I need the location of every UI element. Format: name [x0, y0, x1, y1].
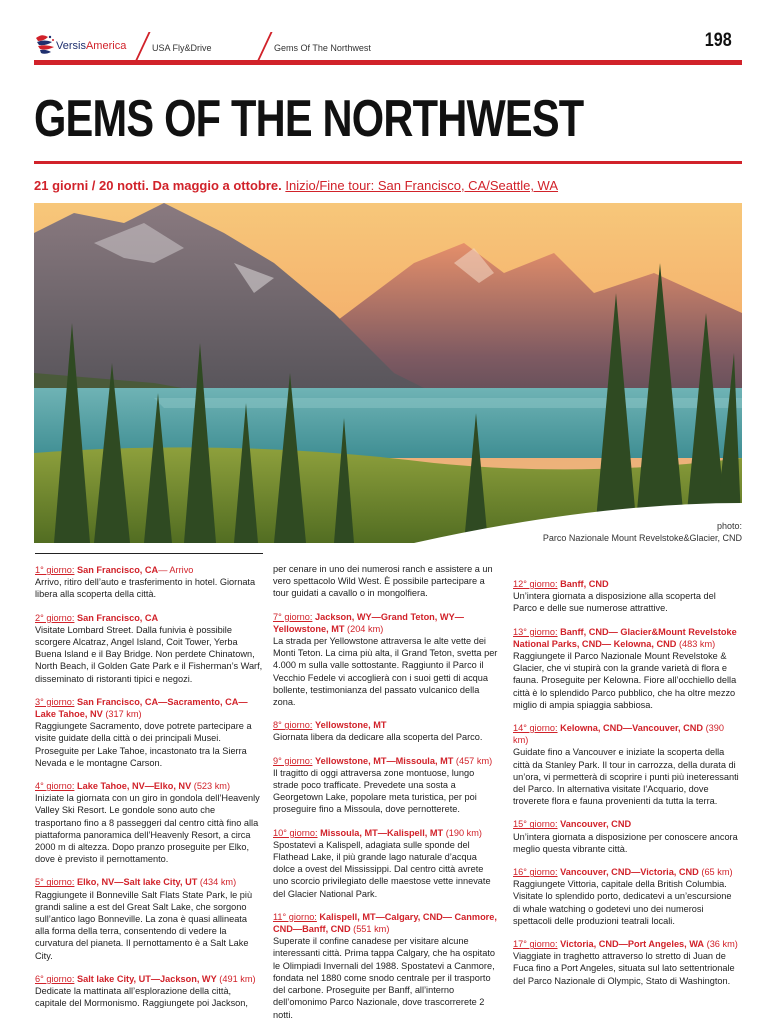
day-label[interactable]: 17° giorno:	[513, 939, 558, 950]
day-route: Kalispell, MT—Calgary, CND— Canmore, CND—Banff, CND	[273, 911, 497, 935]
day-distance: (523 km)	[193, 781, 231, 792]
itinerary-day	[35, 564, 263, 601]
day-description: Giornata libera da dedicare alla scoperta del Parco.	[273, 732, 483, 743]
day-route: Elko, NV—Salt lake City, UT	[77, 877, 198, 888]
day-description: Un’intera giornata a disposizione per conoscere ancora meglio questa vibrante città.	[513, 831, 738, 854]
day-description: Dedicate la mattinata all’esplorazione della città, capitale del Mormonismo. Raggiungete poi Jackson,	[35, 986, 248, 1009]
itinerary-day	[273, 911, 501, 1021]
day-distance: (551 km)	[353, 924, 390, 935]
day-description: Raggiungete il Bonneville Salt Flats State Park, le più grandi saline a est del Great Salt Lake, che sorgono sull’antico lago Bonneville. La zona è quasi allineata alla forma della terra, consentendo di vedere la curvatura del pianeta. Il pernottamento è a Salt Lake City.	[35, 889, 253, 961]
day-description: Un’intera giornata a disposizione alla scoperta del Parco e delle sue numerose attrattive.	[513, 591, 716, 614]
photo-credit	[543, 520, 742, 544]
day-label[interactable]: 4° giorno:	[35, 781, 75, 792]
day-label[interactable]: 13° giorno:	[513, 626, 558, 637]
day-description: Guidate fino a Vancouver e iniziate la scoperta della città da Stanley Park. Il tour in carrozza, della durata di un’ora, vi permetterà di scoprire i punti più ineteressanti del Parco. In alternativa visitate l’Acquario, dove troverete flora e fauna provenienti da tutta la terra.	[513, 747, 739, 807]
itinerary-day	[513, 626, 741, 711]
day-description: Il tragitto di oggi attraversa zone montuose, lungo strade poco trafficate. Prevedete una sosta a Georgetown Lake, popolare meta turistica, per poi proseguire fino a Missoula, dove pernotterete.	[273, 767, 477, 815]
day-distance: (390 km)	[513, 723, 725, 746]
hero-landscape-photo	[34, 203, 742, 543]
day-route: Missoula, MT—Kalispell, MT	[320, 827, 444, 838]
day-route: Yellowstone, MT—Missoula, MT	[315, 755, 454, 766]
breadcrumb-category[interactable]: USA Fly&Drive	[152, 43, 212, 53]
itinerary-day	[35, 780, 263, 865]
day-route: San Francisco, CA	[77, 565, 159, 575]
day-distance: (457 km)	[455, 755, 493, 766]
itinerary-day	[273, 611, 501, 709]
itinerary-day	[513, 722, 741, 807]
day-distance: (491 km)	[219, 973, 256, 984]
day-description: Raggiungete il Parco Nazionale Mount Revelstoke & Glacier, che vi stupirà con la grande varietà di flora e fauna. Proseguite per Kelowna. Fiore all’occhiello della città è lo splendido Parco pubblico, che ha oltre mezzo miglio di ampia spiaggia sabbiosa.	[513, 651, 737, 710]
breadcrumb-page[interactable]: Gems Of The Northwest	[274, 43, 371, 53]
day-route: San Francisco, CA—Sacramento, CA— Lake Tahoe, NV	[35, 696, 248, 720]
day-label[interactable]: 11° giorno:	[273, 911, 317, 922]
itinerary-day	[513, 938, 741, 987]
day-route: Yellowstone, MT	[315, 720, 387, 731]
day-description: Superate il confine canadese per visitare alcune interessanti città. Prima tappa Calgary, che ha ospitato le Olimpiadi Invernali del 1988. Spostatevi a Canmore, fondata nel 1880 come snodo centrale per il trasporto del carbone. Proseguite per Banff, all’interno dell’omonimo Parco Nazionale, dove trascorrerete 2 notti.	[273, 936, 495, 1020]
itinerary-day	[273, 719, 501, 743]
header-rule	[34, 60, 742, 65]
day-label[interactable]: 12° giorno:	[513, 579, 558, 589]
logo-text: VersisAmerica	[56, 40, 127, 52]
day-label[interactable]: 1° giorno:	[35, 565, 75, 575]
day-label[interactable]: 9° giorno:	[273, 755, 313, 766]
tour-summary	[34, 178, 558, 193]
itinerary-day	[35, 696, 263, 769]
itinerary-day	[513, 578, 741, 615]
day-label[interactable]: 16° giorno:	[513, 867, 558, 878]
itinerary-day	[35, 612, 263, 685]
header-divider	[257, 32, 272, 60]
mountain-lake-illustration	[34, 203, 742, 543]
day-label[interactable]: 6° giorno:	[35, 973, 75, 984]
day-distance: (65 km)	[701, 867, 733, 878]
itinerary-column-1	[35, 553, 263, 1021]
title-rule	[34, 161, 742, 164]
photo-credit-caption: Parco Nazionale Mount Revelstoke&Glacier, CND	[542, 533, 742, 543]
day-route: Vancouver, CND—Victoria, CND	[560, 867, 699, 878]
day-description: Visitate Lombard Street. Dalla funivia è possibile scorgere Alcatraz, Angel Island, Coit Tower, Yerba Buena Island e il Bay Bridge. Non perdete Chinatown, North Beach, il Golden Gate Park e il Fisherman’s Warf, disseminato di ristoranti tipici e negozi.	[35, 624, 263, 684]
itinerary-day	[273, 755, 501, 816]
itinerary-day	[35, 876, 263, 961]
day-route: Kelowna, CND—Vancouver, CND	[560, 723, 704, 734]
day-description: Iniziate la giornata con un giro in gondola dell’Heavenly Valley Ski Resort. Le gondole sono auto che trasportano fino a 8 passeggeri dal centro città fino alla piattaforma panoramica dell’Heavenly Resort, a circa 2000 m di altezza. Dopo pranzo proseguite per Elko, dove è previsto il pernottamento.	[35, 793, 260, 865]
day-distance: (434 km)	[199, 877, 237, 888]
itinerary-day	[273, 827, 501, 900]
versis-america-logo[interactable]	[34, 32, 144, 58]
day-label[interactable]: 2° giorno:	[35, 612, 75, 623]
itinerary-column-2	[273, 563, 501, 1032]
day-distance: — Arrivo	[158, 565, 194, 575]
day-route: Victoria, CND—Port Angeles, WA	[560, 939, 705, 950]
page-title: GEMS OF THE NORTHWEST	[34, 90, 584, 148]
day-description: Raggiungete Sacramento, dove potrete partecipare a visite guidate della città o dei principali Musei. Proseguite per Lake Tahoe, incastonato tra la Sierra Nevada e le montagne Carson.	[35, 721, 252, 768]
day-route: Banff, CND	[560, 579, 609, 589]
day-distance: (190 km)	[445, 827, 482, 838]
day-description: La strada per Yellowstone attraversa le alte vette dei Monti Teton. La cima più alta, il Grand Teton, svetta per 4.000 m sulla valle sottostante. Raggiunto il Parco il Vecchio Fedele vi accoglierà con i suoi getti di acqua bollente, testimonianza del passato vulcanico della zona.	[273, 636, 498, 708]
page-header	[34, 30, 742, 64]
photo-credit-label: photo:	[716, 521, 742, 531]
day-label[interactable]: 15° giorno:	[513, 819, 558, 830]
day-label[interactable]: 7° giorno:	[273, 611, 313, 622]
day-route: Jackson, WY—Grand Teton, WY— Yellowstone, MT	[273, 611, 464, 634]
tour-start-end-link[interactable]: Inizio/Fine tour: San Francisco, CA/Seattle, WA	[285, 178, 559, 193]
day-route: Vancouver, CND	[560, 819, 632, 830]
itinerary-day	[513, 866, 741, 927]
day-distance: (36 km)	[706, 939, 738, 950]
day-label[interactable]: 14° giorno:	[513, 723, 558, 734]
day-route: San Francisco, CA	[77, 612, 159, 623]
day-label[interactable]: 5° giorno:	[35, 877, 75, 888]
day-label[interactable]: 8° giorno:	[273, 720, 313, 731]
itinerary-day	[513, 818, 741, 855]
day-route: Salt lake City, UT—Jackson, WY	[77, 973, 217, 984]
day-label[interactable]: 3° giorno:	[35, 696, 75, 707]
day-description: Raggiungete Vittoria, capitale della British Columbia. Visitate lo splendido porto, dedicatevi a un’escursione di whale watching o godetevi uno dei numerosi spettacoli delle produzioni teatrali locali.	[513, 879, 732, 926]
day-distance: (204 km)	[347, 623, 384, 634]
day-description: Spostatevi a Kalispell, adagiata sulle sponde del Flathead Lake, il più grande lago naturale d’acqua dolce a ovest del Mississippi. Dal centro città avrete uno scorcio privilegiato delle maestose vette innevate del Glacier National Park.	[273, 839, 491, 899]
day-distance: (317 km)	[105, 709, 142, 720]
day-route: Lake Tahoe, NV—Elko, NV	[77, 781, 192, 792]
flag-logo-icon	[34, 32, 58, 58]
day-description: Viaggiate in traghetto attraverso lo stretto di Juan de Fuca fino a Port Angeles, situata sul lato settentrionale del Parco Nazionale di Olympic, Stato di Washington.	[513, 951, 735, 986]
page-number: 198	[705, 30, 732, 51]
itinerary-day	[35, 973, 263, 1010]
day-route: Banff, CND— Glacier&Mount Revelstoke National Parks, CND— Kelowna, CND	[513, 626, 737, 649]
itinerary-column-3	[513, 578, 741, 998]
day-description: Arrivo, ritiro dell’auto e trasferimento in hotel. Giornata libera alla scoperta della città.	[35, 577, 256, 600]
day-label[interactable]: 10° giorno:	[273, 827, 318, 838]
tour-duration: 21 giorni / 20 notti. Da maggio a ottobre.	[34, 178, 282, 193]
day-description-continued: per cenare in uno dei numerosi ranch e assistere a un vero spettacolo Wild West. È possibile partecipare a tour guidati a cavallo o in mongolfiera.	[273, 564, 493, 599]
day-distance: (483 km)	[678, 638, 716, 649]
